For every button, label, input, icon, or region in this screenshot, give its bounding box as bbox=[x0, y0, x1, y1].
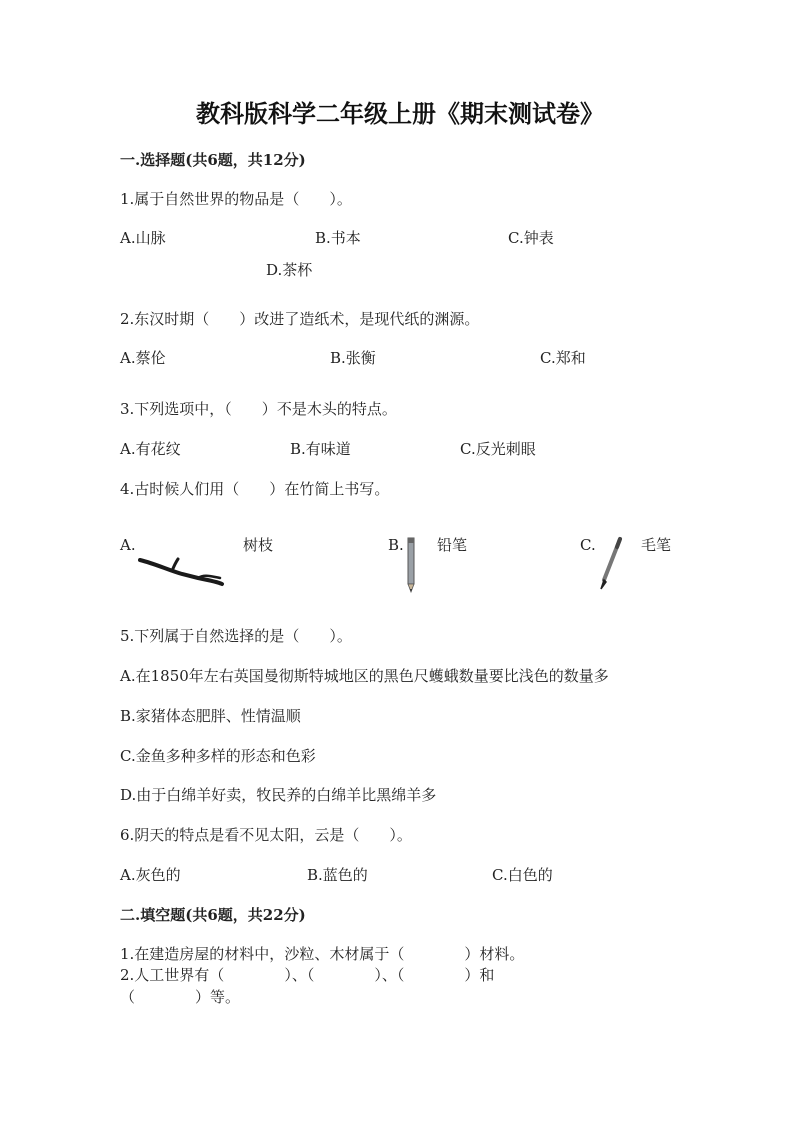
page-title: 教科版科学二年级上册《期末测试卷》 bbox=[196, 99, 604, 128]
option-c-letter: C. bbox=[580, 536, 596, 554]
option-c: C.金鱼多种多样的形态和色彩 bbox=[120, 747, 316, 765]
option-b: B.张衡 bbox=[330, 349, 376, 367]
option-a: A.有花纹 bbox=[120, 440, 181, 458]
option-b: B.有味道 bbox=[290, 440, 351, 458]
option-a: A.在1850年左右英国曼彻斯特城地区的黑色尺蠖蛾数量要比浅色的数量多 bbox=[120, 667, 609, 685]
option-b: B.家猪体态肥胖、性情温顺 bbox=[120, 707, 301, 725]
option-a-letter: A. bbox=[120, 536, 136, 554]
pencil-icon bbox=[405, 536, 417, 594]
option-d: D.由于白绵羊好卖，牧民养的白绵羊比黑绵羊多 bbox=[120, 786, 437, 804]
question-stem: 1.在建造房屋的材料中，沙粒、木材属于（ ）材料。 bbox=[120, 945, 525, 963]
option-b-letter: B. bbox=[388, 536, 404, 554]
option-a: A.蔡伦 bbox=[120, 349, 166, 367]
question-stem: 1.属于自然世界的物品是（ ）。 bbox=[120, 190, 352, 208]
option-a-label: 树枝 bbox=[243, 536, 274, 554]
section-heading-choice: 一.选择题(共6题，共12分) bbox=[120, 151, 306, 169]
question-stem-continuation: （ ）等。 bbox=[120, 988, 241, 1006]
option-c: C.郑和 bbox=[540, 349, 586, 367]
brush-pen-icon bbox=[596, 536, 626, 592]
option-d: D.茶杯 bbox=[266, 261, 313, 279]
question-stem: 6.阴天的特点是看不见太阳，云是（ ）。 bbox=[120, 826, 412, 844]
question-stem: 3.下列选项中，（ ）不是木头的特点。 bbox=[120, 400, 397, 418]
option-a: A.灰色的 bbox=[120, 866, 181, 884]
option-c: C.钟表 bbox=[508, 229, 554, 247]
option-c: C.反光刺眼 bbox=[460, 440, 536, 458]
question-stem: 5.下列属于自然选择的是（ ）。 bbox=[120, 627, 352, 645]
option-b: B.书本 bbox=[315, 229, 361, 247]
option-b: B.蓝色的 bbox=[307, 866, 368, 884]
option-c-label: 毛笔 bbox=[641, 536, 672, 554]
branch-icon bbox=[138, 556, 226, 590]
option-c: C.白色的 bbox=[492, 866, 553, 884]
question-stem: 2.人工世界有（ ）、（ ）、（ ）和 bbox=[120, 966, 495, 984]
question-stem: 4.古时候人们用（ ）在竹简上书写。 bbox=[120, 480, 390, 498]
section-heading-fill: 二.填空题(共6题，共22分) bbox=[120, 906, 306, 924]
option-b-label: 铅笔 bbox=[437, 536, 468, 554]
question-stem: 2.东汉时期（ ）改进了造纸术，是现代纸的渊源。 bbox=[120, 310, 480, 328]
option-a: A.山脉 bbox=[120, 229, 166, 247]
